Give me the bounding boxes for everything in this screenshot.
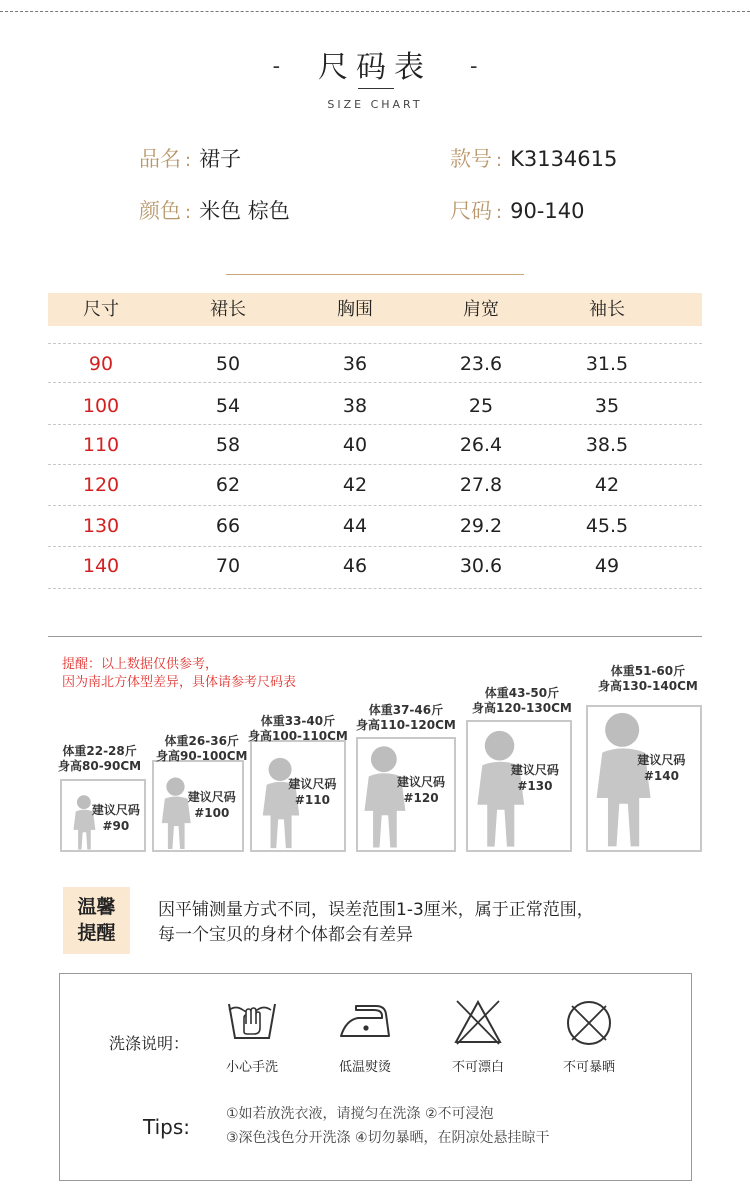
- size-guide-label: [356, 703, 456, 733]
- top-divider: [0, 11, 750, 12]
- info-colon: :: [496, 150, 503, 171]
- size-guide-height: 身高130-140CM: [598, 679, 698, 693]
- info-colon: :: [185, 202, 192, 223]
- size-guide-rec-size: #100: [194, 806, 230, 821]
- table-cell: 44: [342, 515, 368, 537]
- size-guide-recommendation: [389, 774, 453, 806]
- table-cell: 38: [342, 395, 368, 417]
- no-sun-dry-icon: [564, 998, 614, 1048]
- size-guide-rec-label: 建议尺码: [396, 774, 445, 789]
- size-guide-height: 身高110-120CM: [356, 718, 456, 732]
- size-guide-rec-label: 建议尺码: [510, 763, 559, 778]
- table-cell: 30.6: [459, 555, 503, 577]
- info-name-label: 品名: [139, 147, 181, 171]
- table-row-divider: [48, 343, 702, 344]
- badge-line: 提醒: [77, 922, 116, 944]
- table-cell: 31.5: [585, 353, 629, 375]
- care-caption: 小心手洗: [225, 1060, 278, 1075]
- reminder-text: [62, 656, 296, 692]
- tips-line: ③深色浅色分开洗涤 ④切勿暴晒，在阴凉处悬挂晾干: [226, 1130, 550, 1146]
- table-cell-size: 120: [82, 474, 120, 496]
- size-guide-recommendation: [501, 762, 569, 794]
- info-size-label: 尺码: [450, 199, 492, 223]
- table-cell: 54: [215, 395, 241, 417]
- table-cell: 42: [594, 474, 620, 496]
- info-name-value: 裙子: [199, 147, 242, 171]
- table-cell: 40: [342, 434, 368, 456]
- size-guide-rec-size: #130: [517, 779, 553, 794]
- size-table-header: [48, 293, 702, 326]
- table-header-cell: 袖长: [589, 299, 625, 320]
- table-cell: 25: [468, 395, 494, 417]
- section-divider: [226, 274, 524, 275]
- table-row-divider: [48, 464, 702, 465]
- size-guide-height: 身高100-110CM: [248, 729, 348, 743]
- table-cell: 23.6: [459, 353, 503, 375]
- section-divider: [48, 636, 702, 637]
- size-guide-rec-label: 建议尺码: [91, 803, 140, 818]
- table-cell: 46: [342, 555, 368, 577]
- info-color: [139, 195, 290, 225]
- size-guide-label: [472, 686, 572, 716]
- table-cell: 50: [215, 353, 241, 375]
- table-cell-size: 90: [88, 353, 114, 375]
- reminder-line: 提醒：以上数据仅供参考，: [62, 657, 219, 672]
- page-title-row: [0, 42, 750, 86]
- size-guide-recommendation: [88, 802, 143, 834]
- badge-line: 温馨: [77, 896, 116, 918]
- measurement-notice: [158, 898, 594, 948]
- size-guide-recommendation: [624, 752, 698, 784]
- table-cell-size: 140: [82, 555, 120, 577]
- table-cell: 35: [594, 395, 620, 417]
- size-guide-height: 身高120-130CM: [472, 701, 572, 715]
- table-row-divider: [48, 505, 702, 506]
- size-guide-weight: 体重37-46斤: [368, 703, 444, 717]
- table-header-cell: 裙长: [210, 299, 246, 320]
- table-cell: 42: [342, 474, 368, 496]
- info-model: [450, 143, 617, 173]
- table-cell: 27.8: [459, 474, 503, 496]
- size-guide-height: 身高90-100CM: [156, 749, 248, 763]
- info-color-label: 颜色: [139, 199, 181, 223]
- info-size: [450, 195, 584, 225]
- table-cell-size: 110: [82, 434, 120, 456]
- table-cell: 36: [342, 353, 368, 375]
- notice-line: 每一个宝贝的身材个体都会有差异: [158, 925, 413, 945]
- table-cell: 66: [215, 515, 241, 537]
- table-cell: 26.4: [459, 434, 503, 456]
- info-color-value: 米色 棕色: [199, 199, 290, 223]
- size-guide-rec-label: 建议尺码: [637, 753, 686, 768]
- table-cell-size: 130: [82, 515, 120, 537]
- page-title: 尺码表: [318, 50, 432, 85]
- info-size-value: 90-140: [510, 199, 585, 223]
- table-cell: 58: [215, 434, 241, 456]
- care-caption: 不可暴晒: [562, 1060, 615, 1075]
- table-header-cell: 胸围: [337, 299, 373, 320]
- size-guide-rec-size: #110: [294, 792, 330, 807]
- size-guide-rec-size: #90: [102, 819, 130, 834]
- size-guide-weight: 体重26-36斤: [164, 734, 239, 748]
- page-subtitle: SIZE CHART: [327, 98, 423, 111]
- title-underline: [358, 88, 394, 89]
- size-guide-weight: 体重43-50斤: [484, 686, 560, 700]
- table-header-cell: 尺寸: [83, 299, 119, 320]
- size-guide-rec-size: #140: [643, 769, 679, 784]
- size-guide-weight: 体重22-28斤: [62, 744, 137, 758]
- size-guide-rec-size: #120: [403, 790, 439, 805]
- size-guide-label: [58, 744, 141, 774]
- size-guide-label: [248, 714, 348, 744]
- size-guide-weight: 体重33-40斤: [260, 714, 336, 728]
- no-bleach-icon: [452, 998, 504, 1046]
- size-guide-height: 身高80-90CM: [58, 759, 142, 773]
- info-model-label: 款号: [450, 147, 492, 171]
- table-row-divider: [48, 588, 702, 589]
- table-row-divider: [48, 546, 702, 547]
- info-colon: :: [496, 202, 503, 223]
- size-guide-rec-label: 建议尺码: [187, 790, 236, 805]
- size-guide-recommendation: [182, 789, 241, 821]
- table-row-divider: [48, 424, 702, 425]
- tips-line: ①如若放洗衣液，请搅匀在洗涤 ②不可浸泡: [226, 1106, 494, 1122]
- size-guide-rec-label: 建议尺码: [288, 776, 337, 791]
- info-model-value: K3134615: [510, 147, 618, 171]
- table-cell: 49: [594, 555, 620, 577]
- table-cell-size: 100: [82, 395, 120, 417]
- info-name: [139, 143, 241, 173]
- table-cell: 38.5: [585, 434, 629, 456]
- tips-label: Tips:: [143, 1115, 191, 1139]
- table-row-divider: [48, 382, 702, 383]
- low-iron-icon: [338, 998, 392, 1042]
- size-guide-label: [156, 734, 247, 764]
- info-colon: :: [185, 150, 192, 171]
- table-cell: 29.2: [459, 515, 503, 537]
- title-dash-right: -: [470, 54, 478, 79]
- title-dash-left: -: [272, 54, 280, 79]
- care-caption: 不可漂白: [451, 1060, 504, 1075]
- table-cell: 45.5: [585, 515, 629, 537]
- size-guide-recommendation: [282, 776, 343, 808]
- warm-reminder-badge-text: [63, 894, 130, 946]
- reminder-line: 因为南北方体型差异，具体请参考尺码表: [62, 675, 297, 690]
- wash-instructions-label: 洗涤说明：: [109, 1034, 190, 1053]
- table-cell: 70: [215, 555, 241, 577]
- notice-line: 因平铺测量方式不同，误差范围1-3厘米，属于正常范围，: [158, 900, 594, 920]
- hand-wash-icon: [226, 998, 278, 1042]
- size-guide-label: [598, 664, 698, 694]
- care-caption: 低温熨烫: [338, 1060, 391, 1075]
- table-header-cell: 肩宽: [463, 299, 499, 320]
- table-cell: 62: [215, 474, 241, 496]
- size-guide-weight: 体重51-60斤: [610, 664, 686, 678]
